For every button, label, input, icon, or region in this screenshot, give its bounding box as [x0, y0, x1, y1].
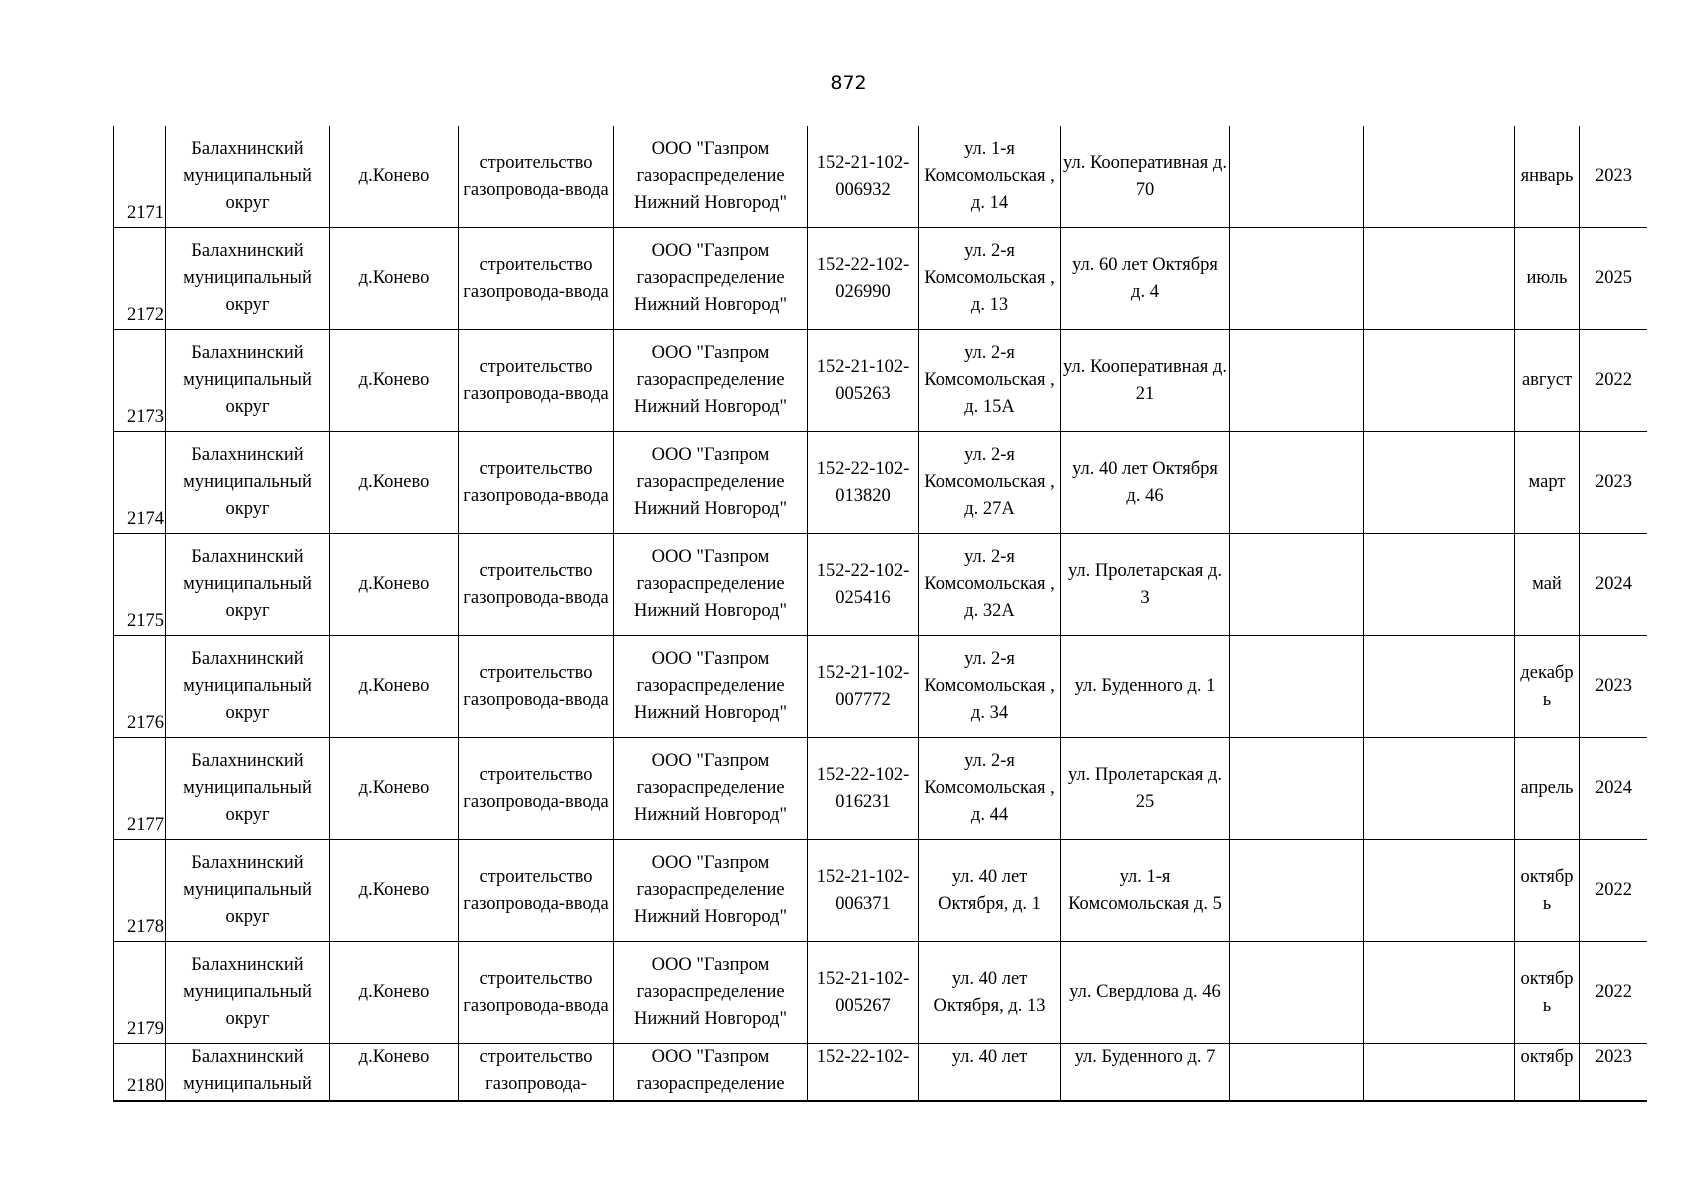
year-cell: 2022	[1580, 840, 1648, 942]
settlement-cell: д.Конево	[330, 1044, 459, 1101]
row-number: 2178	[114, 840, 166, 942]
connection-cell: ул. Кооперативная д. 21	[1061, 330, 1230, 432]
row-number: 2180	[114, 1044, 166, 1101]
settlement-cell: д.Конево	[330, 738, 459, 840]
organization-cell: ООО "Газпром газораспределение Нижний Новгород"	[614, 534, 808, 636]
settlement-cell: д.Конево	[330, 942, 459, 1044]
district-cell: Балахнинский муниципальный округ	[166, 228, 330, 330]
month-cell: июль	[1515, 228, 1580, 330]
blank-cell	[1364, 534, 1515, 636]
blank-cell	[1364, 228, 1515, 330]
district-cell: Балахнинский муниципальный округ	[166, 126, 330, 228]
district-cell: Балахнинский муниципальный округ	[166, 432, 330, 534]
row-number: 2177	[114, 738, 166, 840]
organization-cell: ООО "Газпром газораспределение Нижний Новгород"	[614, 228, 808, 330]
address-cell: ул. 1-я Комсомольская , д. 14	[919, 126, 1061, 228]
address-cell: ул. 2-я Комсомольская , д. 34	[919, 636, 1061, 738]
organization-cell: ООО "Газпром газораспределение Нижний Новгород"	[614, 942, 808, 1044]
blank-cell	[1230, 1044, 1364, 1101]
work-type-cell: строительство газопровода-ввода	[459, 126, 614, 228]
settlement-cell: д.Конево	[330, 126, 459, 228]
district-cell: Балахнинский муниципальный округ	[166, 636, 330, 738]
connection-cell: ул. Буденного д. 1	[1061, 636, 1230, 738]
month-cell: октябрь	[1515, 942, 1580, 1044]
table-row	[114, 840, 1648, 942]
code-cell: 152-22-102-025416	[808, 534, 919, 636]
blank-cell	[1364, 330, 1515, 432]
blank-cell	[1364, 432, 1515, 534]
settlement-cell: д.Конево	[330, 330, 459, 432]
blank-cell	[1364, 636, 1515, 738]
blank-cell	[1230, 126, 1364, 228]
address-cell: ул. 2-я Комсомольская , д. 15А	[919, 330, 1061, 432]
connection-cell: ул. Кооперативная д. 70	[1061, 126, 1230, 228]
month-cell: август	[1515, 330, 1580, 432]
organization-cell: ООО "Газпром газораспределение Нижний Новгород"	[614, 840, 808, 942]
year-cell: 2023	[1580, 1044, 1648, 1101]
connection-cell: ул. 60 лет Октября д. 4	[1061, 228, 1230, 330]
settlement-cell: д.Конево	[330, 636, 459, 738]
month-cell: январь	[1515, 126, 1580, 228]
gas-connection-table	[113, 126, 1647, 1102]
code-cell: 152-22-102-016231	[808, 738, 919, 840]
connection-cell: ул. 1-я Комсомольская д. 5	[1061, 840, 1230, 942]
table-row	[114, 330, 1648, 432]
blank-cell	[1230, 432, 1364, 534]
table-row	[114, 1044, 1648, 1101]
code-cell: 152-21-102-005267	[808, 942, 919, 1044]
organization-cell: ООО "Газпром газораспределение Нижний Новгород"	[614, 432, 808, 534]
table-row	[114, 636, 1648, 738]
address-cell: ул. 40 лет	[919, 1044, 1061, 1101]
row-number: 2176	[114, 636, 166, 738]
address-cell: ул. 2-я Комсомольская , д. 32А	[919, 534, 1061, 636]
blank-cell	[1230, 534, 1364, 636]
month-cell: апрель	[1515, 738, 1580, 840]
month-cell: май	[1515, 534, 1580, 636]
blank-cell	[1364, 126, 1515, 228]
table-row	[114, 126, 1648, 228]
code-cell: 152-21-102-005263	[808, 330, 919, 432]
month-cell: декабрь	[1515, 636, 1580, 738]
blank-cell	[1230, 228, 1364, 330]
district-cell: Балахнинский муниципальный округ	[166, 840, 330, 942]
address-cell: ул. 40 лет Октября, д. 13	[919, 942, 1061, 1044]
district-cell: Балахнинский муниципальный округ	[166, 330, 330, 432]
table-row	[114, 534, 1648, 636]
settlement-cell: д.Конево	[330, 228, 459, 330]
code-cell: 152-22-102-026990	[808, 228, 919, 330]
year-cell: 2022	[1580, 942, 1648, 1044]
organization-cell: ООО "Газпром газораспределение Нижний Новгород"	[614, 126, 808, 228]
table-row	[114, 432, 1648, 534]
organization-cell: ООО "Газпром газораспределение Нижний Новгород"	[614, 636, 808, 738]
blank-cell	[1364, 1044, 1515, 1101]
year-cell: 2024	[1580, 738, 1648, 840]
table-body	[114, 126, 1648, 1101]
year-cell: 2024	[1580, 534, 1648, 636]
organization-cell: ООО "Газпром газораспределение	[614, 1044, 808, 1101]
organization-cell: ООО "Газпром газораспределение Нижний Новгород"	[614, 330, 808, 432]
address-cell: ул. 2-я Комсомольская , д. 44	[919, 738, 1061, 840]
row-number: 2173	[114, 330, 166, 432]
work-type-cell: строительство газопровода-	[459, 1044, 614, 1101]
work-type-cell: строительство газопровода-ввода	[459, 432, 614, 534]
work-type-cell: строительство газопровода-ввода	[459, 942, 614, 1044]
address-cell: ул. 40 лет Октября, д. 1	[919, 840, 1061, 942]
district-cell: Балахнинский муниципальный	[166, 1044, 330, 1101]
month-cell: март	[1515, 432, 1580, 534]
work-type-cell: строительство газопровода-ввода	[459, 636, 614, 738]
blank-cell	[1364, 942, 1515, 1044]
address-cell: ул. 2-я Комсомольская , д. 27А	[919, 432, 1061, 534]
connection-cell: ул. 40 лет Октября д. 46	[1061, 432, 1230, 534]
work-type-cell: строительство газопровода-ввода	[459, 534, 614, 636]
page-number: 872	[830, 72, 867, 94]
row-number: 2179	[114, 942, 166, 1044]
work-type-cell: строительство газопровода-ввода	[459, 840, 614, 942]
settlement-cell: д.Конево	[330, 534, 459, 636]
district-cell: Балахнинский муниципальный округ	[166, 942, 330, 1044]
connection-cell: ул. Свердлова д. 46	[1061, 942, 1230, 1044]
work-type-cell: строительство газопровода-ввода	[459, 330, 614, 432]
blank-cell	[1230, 840, 1364, 942]
settlement-cell: д.Конево	[330, 840, 459, 942]
year-cell: 2025	[1580, 228, 1648, 330]
blank-cell	[1230, 330, 1364, 432]
month-cell: октябрь	[1515, 840, 1580, 942]
row-number: 2174	[114, 432, 166, 534]
connection-cell: ул. Пролетарская д. 25	[1061, 738, 1230, 840]
blank-cell	[1364, 840, 1515, 942]
blank-cell	[1230, 738, 1364, 840]
table-row	[114, 228, 1648, 330]
district-cell: Балахнинский муниципальный округ	[166, 738, 330, 840]
year-cell: 2023	[1580, 126, 1648, 228]
address-cell: ул. 2-я Комсомольская , д. 13	[919, 228, 1061, 330]
year-cell: 2022	[1580, 330, 1648, 432]
code-cell: 152-21-102-006371	[808, 840, 919, 942]
year-cell: 2023	[1580, 432, 1648, 534]
connection-cell: ул. Пролетарская д. 3	[1061, 534, 1230, 636]
organization-cell: ООО "Газпром газораспределение Нижний Новгород"	[614, 738, 808, 840]
settlement-cell: д.Конево	[330, 432, 459, 534]
table-row	[114, 942, 1648, 1044]
district-cell: Балахнинский муниципальный округ	[166, 534, 330, 636]
blank-cell	[1364, 738, 1515, 840]
year-cell: 2023	[1580, 636, 1648, 738]
blank-cell	[1230, 636, 1364, 738]
connection-cell: ул. Буденного д. 7	[1061, 1044, 1230, 1101]
work-type-cell: строительство газопровода-ввода	[459, 228, 614, 330]
work-type-cell: строительство газопровода-ввода	[459, 738, 614, 840]
row-number: 2175	[114, 534, 166, 636]
month-cell: октябр	[1515, 1044, 1580, 1101]
code-cell: 152-22-102-	[808, 1044, 919, 1101]
code-cell: 152-22-102-013820	[808, 432, 919, 534]
blank-cell	[1230, 942, 1364, 1044]
row-number: 2171	[114, 126, 166, 228]
code-cell: 152-21-102-006932	[808, 126, 919, 228]
row-number: 2172	[114, 228, 166, 330]
data-table	[113, 126, 1647, 1101]
table-row	[114, 738, 1648, 840]
code-cell: 152-21-102-007772	[808, 636, 919, 738]
